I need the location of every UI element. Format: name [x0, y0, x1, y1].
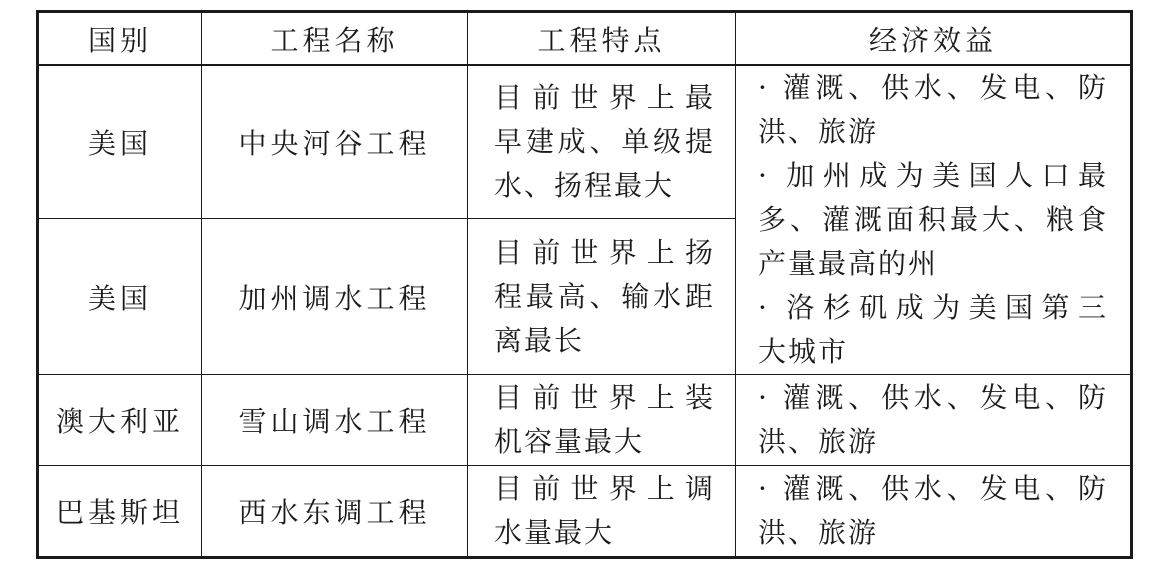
table-row [38, 466, 1132, 558]
header-economic-benefits: 经济效益 [736, 12, 1132, 66]
cell-country: 巴基斯坦 [38, 466, 202, 558]
feature-line: 离最长 [494, 323, 585, 357]
table-row [38, 375, 1132, 466]
feature-line: 目前世界上扬 [494, 235, 715, 269]
benefit-line: 洪、旅游 [758, 425, 879, 458]
water-transfer-projects-table [36, 10, 1133, 559]
benefit-line: 洪、旅游 [758, 516, 879, 549]
feature-line: 程最高、输水距 [494, 279, 715, 313]
feature-line: 水、扬程最大 [494, 169, 675, 203]
cell-country: 美国 [38, 65, 202, 219]
cell-features [468, 65, 736, 219]
header-project-features: 工程特点 [468, 12, 736, 66]
feature-line: 目前世界上调 [494, 472, 715, 505]
comparison-table-frame [36, 10, 1133, 559]
benefit-line: 洪、旅游 [758, 115, 879, 148]
cell-benefits [736, 466, 1132, 558]
cell-project: 雪山调水工程 [202, 375, 468, 466]
cell-features [468, 375, 736, 466]
feature-line: 早建成、单级提 [494, 125, 715, 159]
benefit-line: · 灌溉、供水、发电、防 [758, 381, 1108, 414]
benefit-line: · 灌溉、供水、发电、防 [758, 71, 1108, 104]
table-row [38, 65, 1132, 219]
benefit-line: 大城市 [758, 335, 849, 368]
cell-project: 中央河谷工程 [202, 65, 468, 219]
cell-country: 美国 [38, 219, 202, 375]
cell-features [468, 466, 736, 558]
cell-benefits-merged [736, 65, 1132, 375]
benefit-line: · 洛杉矶成为美国第三 [758, 291, 1108, 324]
header-country: 国别 [38, 12, 202, 66]
feature-line: 水量最大 [494, 516, 615, 549]
feature-line: 目前世界上装 [494, 381, 715, 414]
cell-benefits [736, 375, 1132, 466]
cell-project: 加州调水工程 [202, 219, 468, 375]
benefit-line: 多、灌溉面积最大、粮食 [758, 203, 1108, 236]
feature-line: 机容量最大 [494, 425, 645, 458]
feature-line: 目前世界上最 [494, 81, 715, 115]
benefit-line: · 灌溉、供水、发电、防 [758, 472, 1108, 505]
header-project-name: 工程名称 [202, 12, 468, 66]
cell-country: 澳大利亚 [38, 375, 202, 466]
cell-features [468, 219, 736, 375]
table-header-row [38, 12, 1132, 66]
benefit-line: 产量最高的州 [758, 247, 939, 280]
cell-project: 西水东调工程 [202, 466, 468, 558]
benefit-line: · 加州成为美国人口最 [758, 159, 1108, 192]
